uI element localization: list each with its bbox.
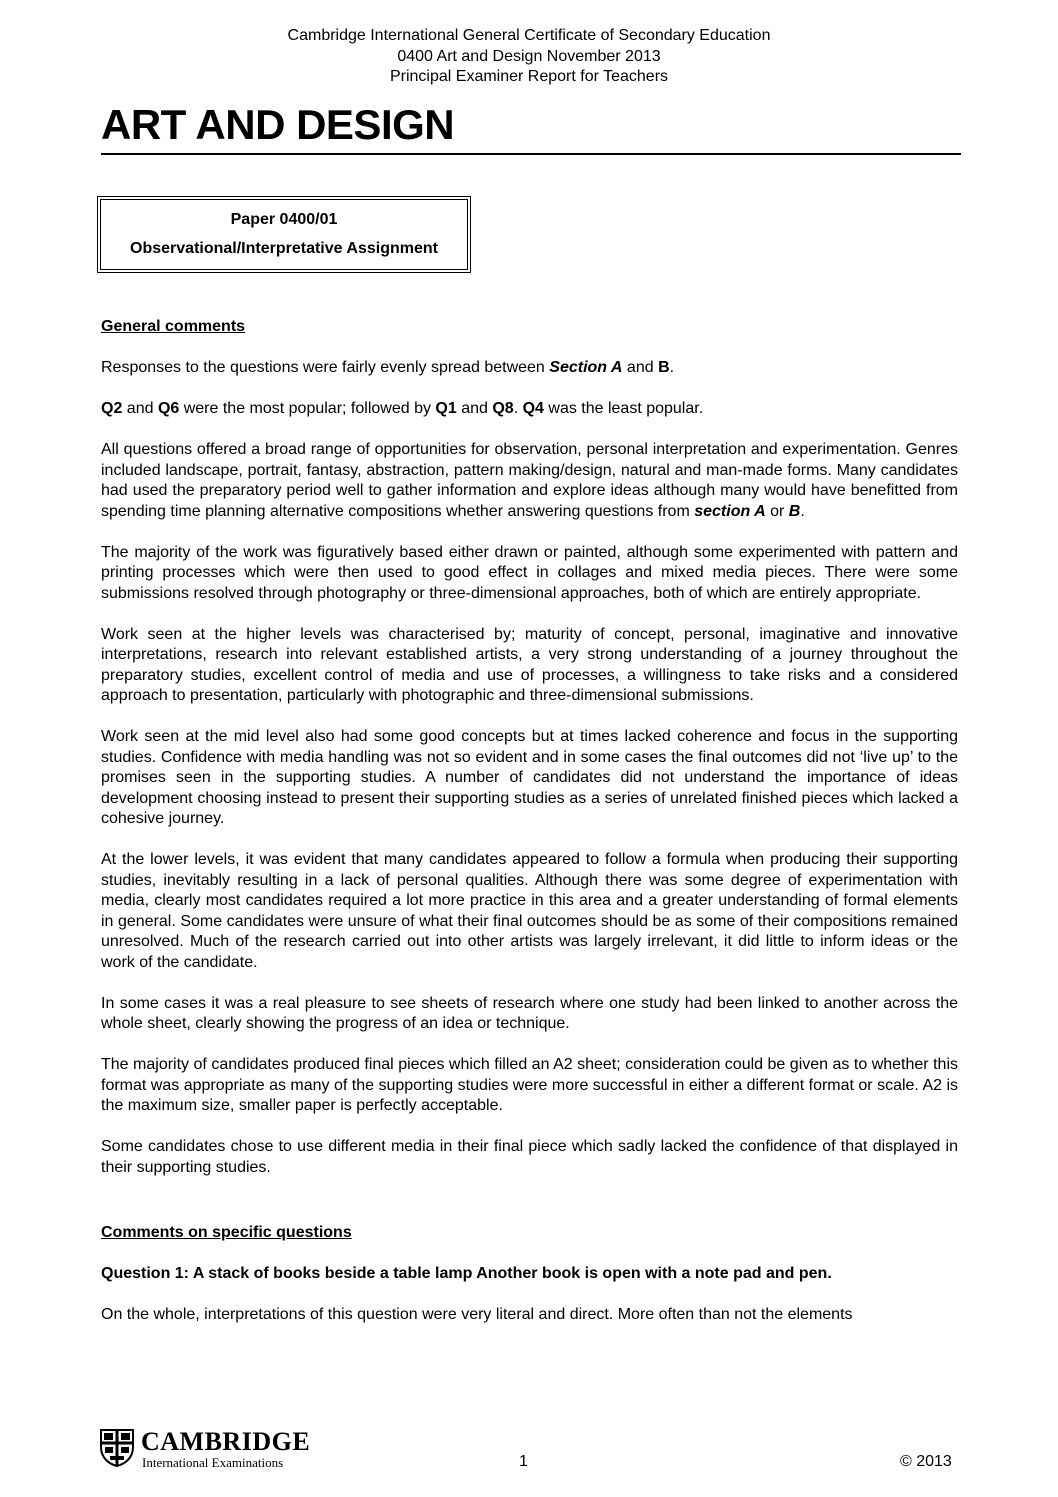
paper-info-box	[97, 196, 471, 273]
page-number: 1	[519, 1453, 528, 1470]
page-title: ART AND DESIGN	[101, 101, 455, 148]
emphasis-b: B	[788, 502, 801, 520]
text-run: were the most popular; followed by	[179, 400, 436, 417]
section-spacer	[101, 1199, 958, 1223]
general-comments-heading: General comments	[101, 318, 246, 335]
title-rule	[101, 153, 961, 155]
text-run: or	[765, 502, 789, 520]
text-run: .	[669, 359, 675, 376]
paragraph-sections	[101, 358, 958, 379]
header-line-qualification: Cambridge International General Certificate of Secondary Education	[287, 27, 771, 44]
paragraph-mid-level: Work seen at the mid level also had some good concepts but at times lacked coherence and focus in the supporting studies. Confidence with media handling was not so evident and in some cases the final outcomes did not ‘live up’ to the promises seen in the supporting studies. A number of candidates did not understand the importance of ideas development choosing instead to present their supporting studies as a series of unrelated finished pieces which lacked a cohesive journey.	[101, 728, 958, 827]
paragraph-media-confidence: Some candidates chose to use different media in their final piece which sadly lacked the confidence of that displayed in their supporting studies.	[101, 1138, 958, 1176]
question-1-paragraph: On the whole, interpretations of this question were very literal and direct. More often than not the elements	[101, 1305, 853, 1323]
paragraph-lower-levels: At the lower levels, it was evident that many candidates appeared to follow a formula when producing their supporting studies, inevitably resulting in a lack of personal qualities. Although there was some degree of experimentation with media, clearly most candidates required a lot more practice in this area and a greater understanding of formal elements in general. Some candidates were unsure of what their final outcomes should be as some of their compositions remained unresolved. Much of the research carried out into other artists was largely irrelevant, it did little to inform ideas or the work of the candidate.	[101, 851, 958, 971]
text-run: .	[513, 400, 523, 417]
header-line-report-type: Principal Examiner Report for Teachers	[389, 68, 669, 85]
paper-number: Paper 0400/01	[230, 211, 338, 228]
text-run: and	[622, 359, 659, 376]
paragraph-opportunities	[101, 440, 958, 522]
logo-wordmark: CAMBRIDGE	[141, 1427, 311, 1456]
text-run: .	[800, 502, 805, 520]
paragraph-higher-levels: Work seen at the higher levels was characterised by; maturity of concept, personal, imaginative and innovative interpretations, research into relevant established artists, a very strong understanding of a journey throughout the preparatory studies, excellent control of media and use of processes, a willingness to take risks and a considered approach to presentation, particularly with photographic and three-dimensional submissions.	[101, 625, 958, 704]
text-run: was the least popular.	[543, 400, 704, 417]
assignment-name: Observational/Interpretative Assignment	[130, 240, 438, 257]
copyright-notice: © 2013	[900, 1453, 952, 1470]
cambridge-logo	[100, 1429, 320, 1469]
report-body	[101, 317, 958, 1346]
text-run: All questions offered a broad range of opportunities for observation, personal interpretation and experimentation. Genres included landscape, portrait, fantasy, abstraction, pattern making/design, natural and man-made forms. Many candidates had used the preparatory period well to gather information and explore ideas although many would have benefitted from spending time planning alternative compositions whether answering questions from	[101, 441, 958, 520]
emphasis-q1: Q1	[435, 400, 457, 417]
paragraph-a2-format: The majority of candidates produced final pieces which filled an A2 sheet; consideration could be given as to whether this format was appropriate as many of the supporting studies were more successful in either a different format or scale. A2 is the maximum size, smaller paper is perfectly acceptable.	[101, 1056, 959, 1114]
emphasis-section-a: section A	[694, 502, 766, 520]
question-1-heading: Question 1: A stack of books beside a table lamp Another book is open with a note pad and pen.	[101, 1264, 832, 1282]
header-line-syllabus: 0400 Art and Design November 2013	[397, 47, 661, 65]
paragraph-popularity	[101, 399, 958, 420]
paragraph-research-sheets: In some cases it was a real pleasure to see sheets of research where one study had been linked to another across the whole sheet, clearly showing the progress of an idea or technique.	[101, 994, 958, 1032]
emphasis-q4: Q4	[522, 400, 544, 417]
report-header	[0, 26, 1058, 88]
emphasis-q8: Q8	[492, 400, 514, 417]
emphasis-q6: Q6	[157, 400, 180, 417]
cambridge-shield-icon	[100, 1429, 134, 1467]
logo-subtitle: International Examinations	[142, 1455, 284, 1470]
emphasis-q2: Q2	[101, 400, 123, 417]
emphasis-section-a: Section A	[549, 359, 623, 376]
text-run: and	[456, 400, 493, 417]
emphasis-b: B	[658, 359, 670, 376]
text-run: Responses to the questions were fairly evenly spread between	[101, 359, 550, 376]
paragraph-figurative: The majority of the work was figuratively based either drawn or painted, although some experimented with pattern and printing processes which were then used to good effect in collages and mixed media pieces. There were some submissions resolved through photography or three-dimensional approaches, both of which are entirely appropriate.	[101, 543, 958, 602]
text-run: and	[122, 400, 158, 417]
specific-questions-heading: Comments on specific questions	[101, 1223, 352, 1241]
